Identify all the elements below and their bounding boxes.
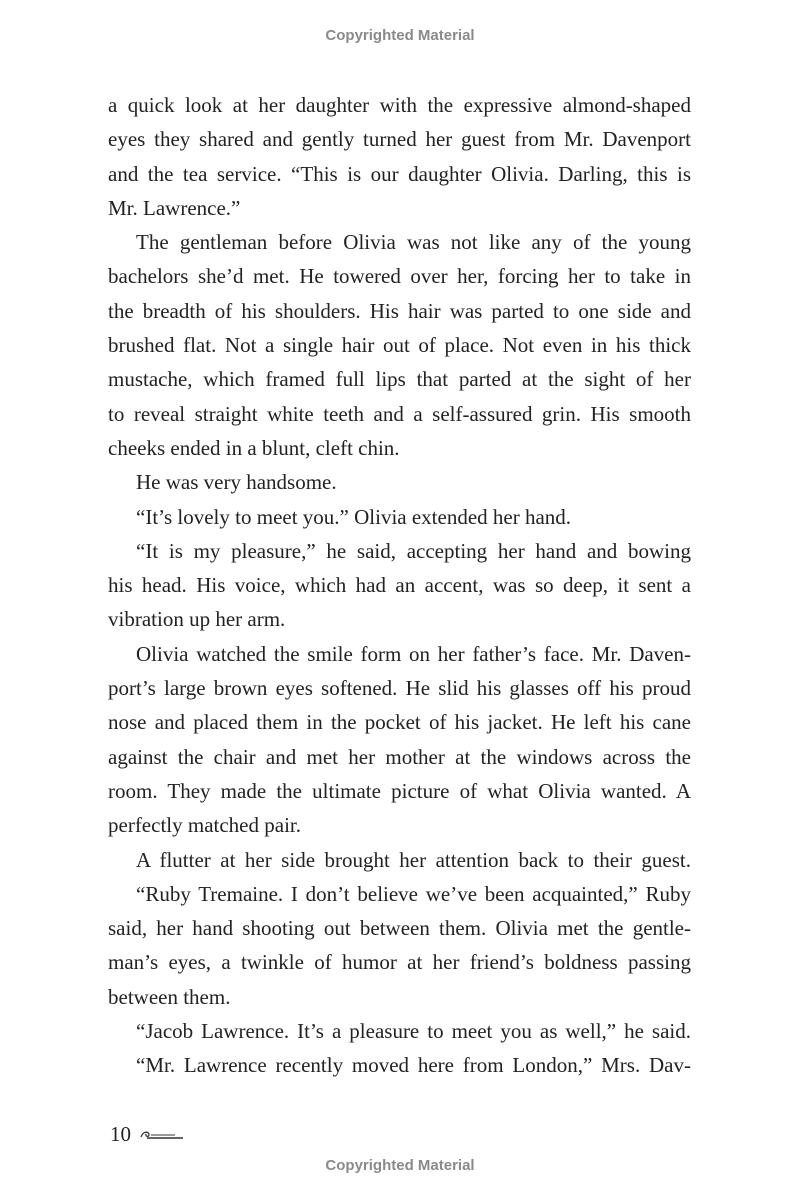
text-line: He was very handsome. <box>136 470 337 495</box>
copyright-watermark-top: Copyrighted Material <box>325 27 475 44</box>
text-line: brushed flat. Not a single hair out of place. Not even in his thick <box>108 333 691 358</box>
text-line: Mr. Lawrence.” <box>108 195 241 220</box>
text-line: “Mr. Lawrence recently moved here from London,” Mrs. Dav- <box>136 1053 691 1078</box>
text-line: “Jacob Lawrence. It’s a pleasure to meet you as well,” he said. <box>136 1019 691 1044</box>
text-line: and the tea service. “This is our daughter Olivia. Darling, this is <box>108 161 691 186</box>
text-line: The gentleman before Olivia was not like any of the young <box>136 230 691 255</box>
text-line: port’s large brown eyes softened. He slid his glasses off his proud <box>108 676 691 701</box>
page-footer <box>110 1122 185 1147</box>
text-line: “Ruby Tremaine. I don’t believe we’ve been acquainted,” Ruby <box>136 881 691 906</box>
text-line: “It’s lovely to meet you.” Olivia extended her hand. <box>136 504 572 529</box>
text-line: said, her hand shooting out between them. Olivia met the gentle- <box>108 916 691 941</box>
text-line: eyes they shared and gently turned her guest from Mr. Davenport <box>108 127 691 152</box>
text-line: between them. <box>108 984 231 1009</box>
text-line: cheeks ended in a blunt, cleft chin. <box>108 435 400 460</box>
text-line: A flutter at her side brought her attention back to their guest. <box>136 847 691 872</box>
text-line: his head. His voice, which had an accent, was so deep, it sent a <box>108 573 691 598</box>
text-line: bachelors she’d met. He towered over her, forcing her to take in <box>108 264 691 289</box>
text-line: nose and placed them in the pocket of his jacket. He left his cane <box>108 710 691 735</box>
text-line: against the chair and met her mother at the windows across the <box>108 744 691 769</box>
text-line: man’s eyes, a twinkle of humor at her friend’s boldness passing <box>108 950 691 975</box>
flourish-ornament-icon <box>139 1128 185 1142</box>
page-number: 10 <box>110 1122 131 1146</box>
text-line: mustache, which framed full lips that parted at the sight of her <box>108 367 691 392</box>
text-line: the breadth of his shoulders. His hair was parted to one side and <box>108 298 691 323</box>
text-line: a quick look at her daughter with the expressive almond-shaped <box>108 93 691 117</box>
text-line: room. They made the ultimate picture of what Olivia wanted. A <box>108 778 691 803</box>
copyright-watermark-bottom: Copyrighted Material <box>325 1157 475 1174</box>
body-text <box>108 88 691 1083</box>
text-line: “It is my pleasure,” he said, accepting her hand and bowing <box>136 538 691 563</box>
text-line: vibration up her arm. <box>108 607 286 632</box>
text-line: Olivia watched the smile form on her father’s face. Mr. Daven- <box>136 641 691 666</box>
text-line: to reveal straight white teeth and a self-assured grin. His smooth <box>108 401 691 426</box>
text-line: perfectly matched pair. <box>108 813 301 838</box>
